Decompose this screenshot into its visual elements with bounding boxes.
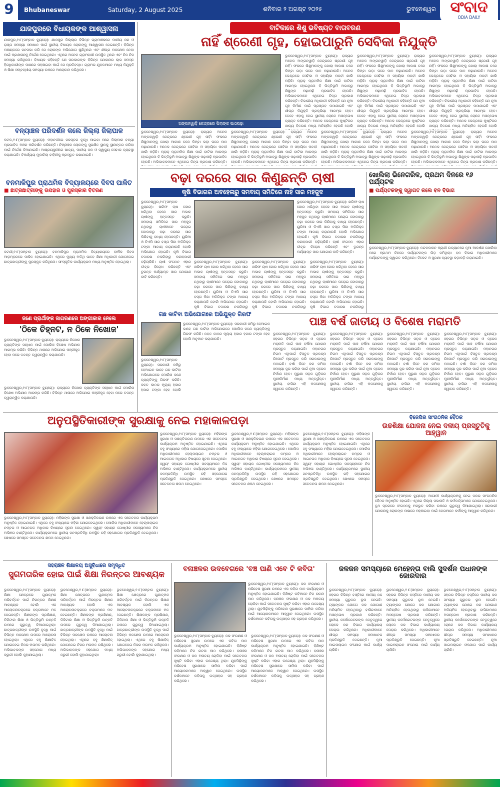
bottom-mid-body: ଭୁବନେଶ୍ୱର,୧।୮(ସମ୍ବାଦ ବ୍ୟୁରୋ): ଜଳ ସଂରକ୍ଷଣ ଓ ପରିବେଶ ସୁରକ୍ଷା ଉପରେ ଏକ କବିତା ପାଠ କାର୍ଯ୍ୟକ୍ରମ ଅନୁଷ୍ଠିତ ହୋଇଯାଇଛି। ବିଶିଷ୍ଟ କବିମାନେ ନିଜ ରଚନା ପାଠ କରିଥିଲେ। ବନାଞ୍ଚଳ ସଂରକ୍ଷଣ ଓ ଜଳ ଅପଚୟ ରୋକିବା ପାଇଁ ସଚେତନତା ସୃଷ୍ଟି କରିବା ଏହାର ଉଦ୍ଦେଶ୍ୟ ଥିଲା। ଯୁବପିଢ଼ିଙ୍କୁ ପରିବେଶ ସୁରକ୍ଷାରେ ସାମିଲ କରିବା ପାଇଁ ଆୟୋଜକମାନେ ଆହ୍ୱାନ ଦେଇଥିଲେ। ଉପସ୍ଥିତ ଦର୍ଶକମାନେ କବିତାକୁ ଉତ୍ସାହର ସହ ଗ୍ରହଣ କରିଥିଲେ। <box>248 582 324 621</box>
middle-story-body: ଭୁବନେଶ୍ୱର,୧।୮(ସମ୍ବାଦ ବ୍ୟୁରୋ): ଖରିଫ ଚାଷ ଜୋର ଧରିଥିବା ବେଳେ ସାର ଅଭାବ ଚାଷୀଙ୍କୁ ହନ୍ତସନ୍ତ କରୁଛି। ସମବାୟ ସମିତିରେ ସାର ମହଜୁଦ ନଥିବାରୁ ଚାଷୀମାନେ ଘରୋଇ ଦୋକାନରୁ ବଢ଼ା ଦରରେ ସାର କିଣିବାକୁ ବାଧ୍ୟ ହେଉଛନ୍ତି। ୟୁରିଆ ଓ ଡିଏପି ସାର ବସ୍ତା ପିଛା ଅତିରିକ୍ତ ଟଙ୍କା ଆଦାୟ କରାଯାଉଛି ବୋଲି ଅଭିଯୋଗ ହୋଇଛି। କୃଷି ବିଭାଗ ତଦାରଖ ନକରିବାରୁ <box>194 260 248 309</box>
top-story-body: ଭୁବନେଶ୍ୱର,୧।୮(ସମ୍ବାଦ ବ୍ୟୁରୋ): ରାଜ୍ୟର ଅନେକ ଅଙ୍ଗନୱାଡ଼ି କେନ୍ଦ୍ରରେ ଶ୍ରେଣୀ ଗୃହ ନାହିଁ। ଫଳରେ ଶିଶୁମାନଙ୍କୁ ଖୋଲା ଆକାଶ ତଳେ କିମ୍ବା ଭଡ଼ା ଘରେ ପାଠ ପଢ଼ାଯାଉଛି। ଅନେକ କେନ୍ଦ୍ରରେ ସେବିକା ଓ ସହାୟିକା ପଦବୀ ଖାଲି ପଡ଼ିଛି। ପ୍ରାକ୍ ପ୍ରାଥମିକ ଶିକ୍ଷା ପାଇଁ ବାଟିକା ଆରମ୍ଭ ହୋଇଥିଲେ ବି ଭିତ୍ତିଭୂମି ଅଭାବରୁ ଶିଶୁଙ୍କ ପଢ଼ାପଢ଼ି ପ୍ରଭାବିତ ହେଉଛି। ଅଭିଭାବକମାନେ ଏଥିନେଇ ଚିନ୍ତା ପ୍ରକାଶ କରିଛନ୍ତି। ବିଭାଗୀୟ ଅଧିକାରୀ କହିଛନ୍ତି ଯେ ନୂଆ ଗୃହ ନିର୍ମାଣ ପାଇଁ ପ୍ରସ୍ତାବ ପଠାଯାଇଛି ଏବଂ ଶୀଘ୍ର ନିଯୁକ୍ତି ପ୍ରକ୍ରିୟା ଆରମ୍ଭ ହେବ। ତେବେ ଏହାକୁ ନେଇ ସ୍ଥାନୀୟ ଲୋକେ ଅସନ୍ତୋଷ ବ୍ୟକ୍ତ କରିଛନ୍ତି। ଅନେକ କେନ୍ଦ୍ରରେ ପୁଷ୍ଟିକର ଖାଦ୍ୟ ବିତରଣ ମଧ୍ୟ ଅନିୟମିତ ହେଉଛି ବୋଲି <box>285 54 353 128</box>
column-divider <box>326 563 327 777</box>
date: Saturday, 2 August 2025 <box>107 6 183 14</box>
panchayat-body-cols <box>273 332 497 410</box>
bottom-mid-body-cols <box>174 634 324 776</box>
women-group-photo <box>4 432 158 514</box>
city-name: Bhubaneswar <box>24 6 70 14</box>
bottom-left-body: ଭୁବନେଶ୍ୱର,୧।୮(ସମ୍ବାଦ ବ୍ୟୁରୋ): ଶିକ୍ଷା କ୍ଷେତ୍ରରେ ଗୁଣାତ୍ମକ ପରିବର୍ତ୍ତନ ପାଇଁ ନିରନ୍ତର ଶିକ୍ଷଣ ଆବଶ୍ୟକ ବୋଲି ଏକ ଆଲୋଚନାଚକ୍ରରେ ବକ୍ତାମାନେ ମତ ଦେଇଛନ୍ତି। ଶିକ୍ଷକଙ୍କ ପ୍ରଶିକ୍ଷଣ, ଡିଜିଟାଲ ଶିକ୍ଷା ଓ ଭିତ୍ତିଭୂମି ଉନ୍ନତି ଉପରେ ଗୁରୁତ୍ୱ ଦିଆଯାଇଥିଲା। ଛାତ୍ରଛାତ୍ରୀଙ୍କ ଉପସ୍ଥିତି ବୃଦ୍ଧି ପାଇଁ ବିଭିନ୍ନ ପଦକ୍ଷେପ ଉପରେ ଆଲୋଚନା ହୋଇଥିଲା। ଏଥିରେ ବହୁ ଶିକ୍ଷାବିତ୍ ଯୋଗଦେଇ ନିଜର ମତାମତ ରଖିଥିଲେ। ଅଭିଭାବକଙ୍କ ସହଯୋଗ ମଧ୍ୟ ଜରୁରୀ ବୋଲି କୁହାଯାଇଥିଲା। <box>60 588 113 657</box>
panchayat-body: ଭୁବନେଶ୍ୱର,୧।୮(ସମ୍ବାଦ ବ୍ୟୁରୋ): ସହରର ବିଭିନ୍ନ ସଡ଼କ ଓ ଡ୍ରେନ ମରାମତି ପାଇଁ ପାଞ୍ଚ ବର୍ଷିଆ ଯୋଜନା ପ୍ରସ୍ତୁତ କରାଯାଇଛି। ମହାନଗର ନିଗମ ଏଥିପାଇଁ ବିସ୍ତୃତ ପ୍ରକଳ୍ପ ରିପୋର୍ଟ ପ୍ରସ୍ତୁତ କରି ସରକାରଙ୍କୁ ପଠାଇଛି। ବର୍ଷା ଦିନେ ଜଳ ଜମିବା ସମସ୍ୟା ଦୂର କରିବା ପାଇଁ ନୂଆ ଡ୍ରେନ ନିର୍ମାଣ ହେବ। ପୁରୁଣା ସଡ଼କ ଗୁଡ଼ିକର ପୁନଃନିର୍ମାଣ ମଧ୍ୟ ଅନ୍ତର୍ଭୁକ୍ତ। ସ୍ଥାନୀୟ ବାସିନ୍ଦା ଏହି ପଦକ୍ଷେପକୁ ସ୍ୱାଗତ କରିଛନ୍ତି। <box>273 332 326 391</box>
police-portrait-photo <box>82 338 134 384</box>
panchayat-body: ଭୁବନେଶ୍ୱର,୧।୮(ସମ୍ବାଦ ବ୍ୟୁରୋ): ସହରର ବିଭିନ୍ନ ସଡ଼କ ଓ ଡ୍ରେନ ମରାମତି ପାଇଁ ପାଞ୍ଚ ବର୍ଷିଆ ଯୋଜନା ପ୍ରସ୍ତୁତ କରାଯାଇଛି। ମହାନଗର ନିଗମ ଏଥିପାଇଁ ବିସ୍ତୃତ ପ୍ରକଳ୍ପ ରିପୋର୍ଟ ପ୍ରସ୍ତୁତ କରି ସରକାରଙ୍କୁ ପଠାଇଛି। ବର୍ଷା ଦିନେ ଜଳ ଜମିବା ସମସ୍ୟା ଦୂର କରିବା ପାଇଁ ନୂଆ ଡ୍ରେନ ନିର୍ମାଣ ହେବ। ପୁରୁଣା ସଡ଼କ ଗୁଡ଼ିକର ପୁନଃନିର୍ମାଣ ମଧ୍ୟ ଅନ୍ତର୍ଭୁକ୍ତ। ସ୍ଥାନୀୟ ବାସିନ୍ଦା ଏହି ପଦକ୍ଷେପକୁ ସ୍ୱାଗତ କରିଛନ୍ତି। <box>444 332 497 391</box>
middle-story-body: ଭୁବନେଶ୍ୱର,୧।୮(ସମ୍ବାଦ ବ୍ୟୁରୋ): ଖରିଫ ଚାଷ ଜୋର ଧରିଥିବା ବେଳେ ସାର ଅଭାବ ଚାଷୀଙ୍କୁ ହନ୍ତସନ୍ତ କରୁଛି। ସମବାୟ ସମିତିରେ ସାର ମହଜୁଦ ନଥିବାରୁ ଚାଷୀମାନେ ଘରୋଇ ଦୋକାନରୁ ବଢ଼ା ଦରରେ ସାର କିଣିବାକୁ ବାଧ୍ୟ ହେଉଛନ୍ତି। ୟୁରିଆ ଓ ଡିଏପି ସାର ବସ୍ତା ପିଛା ଅତିରିକ୍ତ ଟଙ୍କା ଆଦାୟ କରାଯାଉଛି ବୋଲି ଅଭିଯୋଗ ହୋଇଛି। କୃଷି ବିଭାଗ ତଦାରଖ ନକରିବାରୁ କଳାବଜାରୀ ବଢ଼ିଚାଲିଛି। ଚାଷୀ ସଂଗଠନ ଏହାର ତୀବ୍ର ବିରୋଧ କରିଛନ୍ତି ଏବଂ ତୁରନ୍ତ ପର୍ଯ୍ୟାପ୍ତ ସାର ଯୋଗାଣ ଦାବି କରିଛନ୍ତି। <box>297 200 364 254</box>
story3-headline[interactable]: ବନମାଳିପୁର ପ୍ରାଥମିକ ବିଦ୍ୟାଳୟରେ ଦିବସ ପାଳିତ <box>5 179 133 187</box>
top-story-body: ଭୁବନେଶ୍ୱର,୧।୮(ସମ୍ବାଦ ବ୍ୟୁରୋ): ରାଜ୍ୟର ଅନେକ ଅଙ୍ଗନୱାଡ଼ି କେନ୍ଦ୍ରରେ ଶ୍ରେଣୀ ଗୃହ ନାହିଁ। ଫଳରେ ଶିଶୁମାନଙ୍କୁ ଖୋଲା ଆକାଶ ତଳେ କିମ୍ବା ଭଡ଼ା ଘରେ ପାଠ ପଢ଼ାଯାଉଛି। ଅନେକ କେନ୍ଦ୍ରରେ ସେବିକା ଓ ସହାୟିକା ପଦବୀ ଖାଲି ପଡ଼ିଛି। ପ୍ରାକ୍ ପ୍ରାଥମିକ ଶିକ୍ଷା ପାଇଁ ବାଟିକା ଆରମ୍ଭ ହୋଇଥିଲେ ବି ଭିତ୍ତିଭୂମି ଅଭାବରୁ ଶିଶୁଙ୍କ ପଢ଼ାପଢ଼ି ପ୍ରଭାବିତ ହେଉଛି। ଅଭିଭାବକମାନେ ଏଥିନେଇ ଚିନ୍ତା ପ୍ରକାଶ କରିଛନ୍ତି। ବିଭାଗୀୟ ଅଧିକାରୀ କହିଛନ୍ତି ଯେ ନୂଆ ଗୃହ ନିର୍ମାଣ ପାଇଁ ପ୍ରସ୍ତାବ ପଠାଯାଇଛି ଏବଂ ଶୀଘ୍ର ନିଯୁକ୍ତି ପ୍ରକ୍ରିୟା ଆରମ୍ଭ ହେବ। ତେବେ ଏହାକୁ ନେଇ ସ୍ଥାନୀୟ ଲୋକେ ଅସନ୍ତୋଷ ବ୍ୟକ୍ତ କରିଛନ୍ତି। ଅନେକ କେନ୍ଦ୍ରରେ ପୁଷ୍ଟିକର ଖାଦ୍ୟ ବିତରଣ ମଧ୍ୟ ଅନିୟମିତ ହେଉଛି ବୋଲି <box>357 54 425 128</box>
story2-body: କଟକ,୧।୮(ସମ୍ବାଦ ବ୍ୟୁରୋ): ମହାନଦୀରେ ଜଳସ୍ତର ବୃଦ୍ଧି ପାଇବା ପରେ ଜିଲାପାଳ ବନ୍ୟା ପ୍ରଭାବିତ ଅଞ୍ଚଳ ପରିଦର୍ଶନ କରିଛନ୍ତି। ନିମ୍ନାଞ୍ଚଳ ଲୋକଙ୍କୁ ସୁରକ୍ଷିତ ସ୍ଥାନକୁ ସ୍ଥାନାନ୍ତର କରିବା ପାଇଁ ନିର୍ଦ୍ଦେଶ ଦିଆଯାଇଛି। ଆଶ୍ରୟସ୍ଥଳୀରେ ଖାଦ୍ୟ, ପାନୀୟ ଜଳ ଓ ସ୍ୱାସ୍ଥ୍ୟ ସେବାର ବ୍ୟବସ୍ଥା କରାଯାଇଛି। ବିପର୍ଯ୍ୟୟ ମୁକାବିଲା ବାହିନୀକୁ ପ୍ରସ୍ତୁତ ରଖାଯାଇଛି। <box>4 138 134 157</box>
masthead-sub: ODIA DAILY <box>457 15 481 20</box>
story2-headline[interactable]: ବନ୍ୟାଞ୍ଚଳ ପରିଦର୍ଶନ କଲେ ଜିଲ୍ଲା ଜିଲାପାଳ <box>15 127 123 135</box>
women-story-body: ଭୁବନେଶ୍ୱର,୧।୮(ସମ୍ବାଦ ବ୍ୟୁରୋ): ମହିଳାଙ୍କ ସୁରକ୍ଷା ଓ ସଶକ୍ତିକରଣ ଉପରେ ଏକ ସଚେତନତା କାର୍ଯ୍ୟକ୍ରମ ଅନୁଷ୍ଠିତ ହୋଇଯାଇଛି। ଏଥିରେ ବହୁ ସଂଖ୍ୟାରେ ମହିଳା ଯୋଗଦେଇଥିଲେ। ପୋଲିସ ଅଧିକାରୀମାନେ ହେଲ୍ପଲାଇନ ନମ୍ବର ଓ ଆଇନଗତ ଅଧିକାର ବିଷୟରେ ସୂଚନା ଦେଇଥିଲେ। ସ୍ୱୟଂ ସହାୟକ ଗୋଷ୍ଠୀର ସଦସ୍ୟମାନେ ନିଜ ଅଭିଜ୍ଞତା ବାଣ୍ଟିଥିଲେ। କାର୍ଯ୍ୟକ୍ରମରେ ସ୍ଥାନୀୟ ଜନପ୍ରତିନିଧି ଉପସ୍ଥିତ ରହି ସହଯୋଗର ପ୍ରତିଶ୍ରୁତି ଦେଇଥିଲେ। ଶେଷରେ ସମସ୍ତେ ସଚେତନତା ଶପଥ ନେଇଥିଲେ। <box>4 516 158 540</box>
top-story-body: ଭୁବନେଶ୍ୱର,୧।୮(ସମ୍ବାଦ ବ୍ୟୁରୋ): ରାଜ୍ୟର ଅନେକ ଅଙ୍ଗନୱାଡ଼ି କେନ୍ଦ୍ରରେ ଶ୍ରେଣୀ ଗୃହ ନାହିଁ। ଫଳରେ ଶିଶୁମାନଙ୍କୁ ଖୋଲା ଆକାଶ ତଳେ କିମ୍ବା ଭଡ଼ା ଘରେ ପାଠ ପଢ଼ାଯାଉଛି। ଅନେକ କେନ୍ଦ୍ରରେ ସେବିକା ଓ ସହାୟିକା ପଦବୀ ଖାଲି ପଡ଼ିଛି। ପ୍ରାକ୍ ପ୍ରାଥମିକ ଶିକ୍ଷା ପାଇଁ ବାଟିକା ଆରମ୍ଭ ହୋଇଥିଲେ ବି ଭିତ୍ତିଭୂମି ଅଭାବରୁ ଶିଶୁଙ୍କ ପଢ଼ାପଢ଼ି ପ୍ରଭାବିତ ହେଉଛି। ଅଭିଭାବକମାନେ ଏଥିନେଇ ଚିନ୍ତା ପ୍ରକାଶ କରିଛନ୍ତି। <box>141 130 227 164</box>
bottom-right-body: ଭୁବନେଶ୍ୱର,୧।୮(ସମ୍ବାଦ ବ୍ୟୁରୋ): ସହରର ବିଭିନ୍ନ ବସ୍ତିରେ ପାନୀୟ ଜଳ ସମସ୍ୟା ଗୁରୁତର ରୂପ ନେଇଛି। ଟ୍ୟାଙ୍କର ଯୋଗେ ଜଳ ଯୋଗାଣ ଅନିୟମିତ ହେଉଥିବାରୁ ବାସିନ୍ଦାମାନେ ଅସନ୍ତୋଷ ପ୍ରକାଶ କରିଛନ୍ତି। ସ୍ଥାନୀୟ କର୍ପୋରେଟରଙ୍କ ନେତୃତ୍ୱରେ ଲୋକେ ଜଳ ବିଭାଗ କାର୍ଯ୍ୟାଳୟ ଘେରାଉ କରିଥିଲେ। ଅଧିକାରୀମାନେ ଶୀଘ୍ର ସମସ୍ୟା ସମାଧାନର ପ୍ରତିଶ୍ରୁତି ଦେଇଛନ୍ତି। ନୂଆ ପାଇପଲାଇନ ସଂଯୋଗ ପାଇଁ କାର୍ଯ୍ୟ ଚାଲିଛି। <box>386 588 440 652</box>
page-number: 9 <box>0 0 18 20</box>
women-story-body: ଭୁବନେଶ୍ୱର,୧।୮(ସମ୍ବାଦ ବ୍ୟୁରୋ): ମହିଳାଙ୍କ ସୁରକ୍ଷା ଓ ସଶକ୍ତିକରଣ ଉପରେ ଏକ ସଚେତନତା କାର୍ଯ୍ୟକ୍ରମ ଅନୁଷ୍ଠିତ ହୋଇଯାଇଛି। ଏଥିରେ ବହୁ ସଂଖ୍ୟାରେ ମହିଳା ଯୋଗଦେଇଥିଲେ। ପୋଲିସ ଅଧିକାରୀମାନେ ହେଲ୍ପଲାଇନ ନମ୍ବର ଓ ଆଇନଗତ ଅଧିକାର ବିଷୟରେ ସୂଚନା ଦେଇଥିଲେ। ସ୍ୱୟଂ ସହାୟକ ଗୋଷ୍ଠୀର ସଦସ୍ୟମାନେ ନିଜ ଅଭିଜ୍ଞତା ବାଣ୍ଟିଥିଲେ। କାର୍ଯ୍ୟକ୍ରମରେ ସ୍ଥାନୀୟ ଜନପ୍ରତିନିଧି ଉପସ୍ଥିତ ରହି ସହଯୋଗର ପ୍ରତିଶ୍ରୁତି ଦେଇଥିଲେ। ଶେଷରେ ସମସ୍ତେ ସଚେତନତା ଶପଥ ନେଇଥିଲେ। <box>160 432 228 486</box>
story1-body: ଯାଜପୁର,୧।୮(ସମ୍ବାଦ ବ୍ୟୁରୋ): ଯାଜପୁର ଜିଲ୍ଲାର ବିଭିନ୍ନ ଗ୍ରାମାଞ୍ଚଳରେ ପାନୀୟ ଜଳ ଓ ରାସ୍ତା ସମସ୍ୟା ସମାଧାନ ପାଇଁ ସ୍ଥାନୀୟ ବିଧାୟକ ଲୋକଙ୍କୁ ଆଶ୍ୱାସନା ଦେଇଛନ୍ତି। ବିଭିନ୍ନ ପଞ୍ଚାୟତରେ ଜନସଭା କରି ସେ ଲୋକଙ୍କ ଅଭିଯୋଗ ଶୁଣିଥିଲେ ଏବଂ ଶୀଘ୍ର ପଦକ୍ଷେପ ନେବା ପାଇଁ ପ୍ରଶାସନକୁ ନିର୍ଦ୍ଦେଶ ଦେଇଥିଲେ। ଏଥିରେ ଅନେକ ଗ୍ରାମବାସୀ ଉପସ୍ଥିତ ଥିଲେ ଏବଂ ନିଜ ନିଜ ସମସ୍ୟା ରଖିଥିଲେ। ବିଧାୟକ କହିଛନ୍ତି ଯେ ସରକାରଙ୍କ ବିଭିନ୍ନ ଯୋଜନାର ଲାଭ ସମସ୍ତ ହିତାଧିକାରୀଙ୍କ ପାଖରେ ପହଞ୍ଚାଇବା ପାଇଁ ସେ ପ୍ରତିବଦ୍ଧ। ଗ୍ରାମର ଯୁବକମାନେ ମଧ୍ୟ ନିଯୁକ୍ତି ଓ ଶିକ୍ଷା ସମ୍ବନ୍ଧୀୟ ସମସ୍ୟା ଉପରେ ଆଲୋଚନା କରିଥିଲେ। <box>4 38 134 72</box>
top-story-body-lower <box>141 130 497 166</box>
women-story-body: ଭୁବନେଶ୍ୱର,୧।୮(ସମ୍ବାଦ ବ୍ୟୁରୋ): ମହିଳାଙ୍କ ସୁରକ୍ଷା ଓ ସଶକ୍ତିକରଣ ଉପରେ ଏକ ସଚେତନତା କାର୍ଯ୍ୟକ୍ରମ ଅନୁଷ୍ଠିତ ହୋଇଯାଇଛି। ଏଥିରେ ବହୁ ସଂଖ୍ୟାରେ ମହିଳା ଯୋଗଦେଇଥିଲେ। ପୋଲିସ ଅଧିକାରୀମାନେ ହେଲ୍ପଲାଇନ ନମ୍ବର ଓ ଆଇନଗତ ଅଧିକାର ବିଷୟରେ ସୂଚନା ଦେଇଥିଲେ। ସ୍ୱୟଂ ସହାୟକ ଗୋଷ୍ଠୀର ସଦସ୍ୟମାନେ ନିଜ ଅଭିଜ୍ଞତା ବାଣ୍ଟିଥିଲେ। କାର୍ଯ୍ୟକ୍ରମରେ ସ୍ଥାନୀୟ ଜନପ୍ରତିନିଧି ଉପସ୍ଥିତ ରହି ସହଯୋଗର ପ୍ରତିଶ୍ରୁତି ଦେଇଥିଲେ। ଶେଷରେ ସମସ୍ତେ ସଚେତନତା ଶପଥ ନେଇଥିଲେ। <box>302 432 370 486</box>
top-story-photo-caption: ଅଙ୍ଗନୱାଡ଼ି କେନ୍ଦ୍ରରେ ପିଲାଙ୍କ ପାଠପଢ଼ା <box>141 120 281 128</box>
top-story-kicker: ବାଟିକାରେ ଶିଶୁ ଭବିଷ୍ୟତ ବାତାବରଣ <box>230 22 400 34</box>
women-story-headline[interactable]: ଅନୁପସ୍ଥିତିକାରୀଙ୍କ ସୁରକ୍ଷାକୁ ନେଇ ମହାକାଳପଡ଼ା <box>47 414 249 427</box>
divider <box>272 313 498 314</box>
right-mid-headline[interactable]: ଉଚ୍ଚଶିକ୍ଷା ଯୋଜନା ନେଇ ଦଳୀୟ ପ୍ରସ୍ତୁତିକୁ ଆହ୍ୱାନ <box>382 422 490 437</box>
bottom-right-body: ଭୁବନେଶ୍ୱର,୧।୮(ସମ୍ବାଦ ବ୍ୟୁରୋ): ସହରର ବିଭିନ୍ନ ବସ୍ତିରେ ପାନୀୟ ଜଳ ସମସ୍ୟା ଗୁରୁତର ରୂପ ନେଇଛି। ଟ୍ୟାଙ୍କର ଯୋଗେ ଜଳ ଯୋଗାଣ ଅନିୟମିତ ହେଉଥିବାରୁ ବାସିନ୍ଦାମାନେ ଅସନ୍ତୋଷ ପ୍ରକାଶ କରିଛନ୍ତି। ସ୍ଥାନୀୟ କର୍ପୋରେଟରଙ୍କ ନେତୃତ୍ୱରେ ଲୋକେ ଜଳ ବିଭାଗ କାର୍ଯ୍ୟାଳୟ ଘେରାଉ କରିଥିଲେ। ଅଧିକାରୀମାନେ ଶୀଘ୍ର ସମସ୍ୟା ସମାଧାନର ପ୍ରତିଶ୍ରୁତି ଦେଇଛନ୍ତି। ନୂଆ ପାଇପଲାଇନ ସଂଯୋଗ ପାଇଁ କାର୍ଯ୍ୟ ଚାଲିଛି। <box>329 588 383 652</box>
bottom-left-headline[interactable]: ସୁଗମତାରିକ ହୋଇ ପାଇଁ ଶିକ୍ଷା ନିରନ୍ତର ଆବଶ୍ୟକ <box>8 570 165 579</box>
bottom-mid-body: ଭୁବନେଶ୍ୱର,୧।୮(ସମ୍ବାଦ ବ୍ୟୁରୋ): ଜଳ ସଂରକ୍ଷଣ ଓ ପରିବେଶ ସୁରକ୍ଷା ଉପରେ ଏକ କବିତା ପାଠ କାର୍ଯ୍ୟକ୍ରମ ଅନୁଷ୍ଠିତ ହୋଇଯାଇଛି। ବିଶିଷ୍ଟ କବିମାନେ ନିଜ ରଚନା ପାଠ କରିଥିଲେ। ବନାଞ୍ଚଳ ସଂରକ୍ଷଣ ଓ ଜଳ ଅପଚୟ ରୋକିବା ପାଇଁ ସଚେତନତା ସୃଷ୍ଟି କରିବା ଏହାର ଉଦ୍ଦେଶ୍ୟ ଥିଲା। ଯୁବପିଢ଼ିଙ୍କୁ ପରିବେଶ ସୁରକ୍ଷାରେ ସାମିଲ କରିବା ପାଇଁ ଆୟୋଜକମାନେ ଆହ୍ୱାନ ଦେଇଥିଲେ। ଉପସ୍ଥିତ ଦର୍ଶକମାନେ କବିତାକୁ ଉତ୍ସାହର ସହ ଗ୍ରହଣ କରିଥିଲେ। <box>174 634 247 683</box>
middle-story-body: ଭୁବନେଶ୍ୱର,୧।୮(ସମ୍ବାଦ ବ୍ୟୁରୋ): ଖରିଫ ଚାଷ ଜୋର ଧରିଥିବା ବେଳେ ସାର ଅଭାବ ଚାଷୀଙ୍କୁ ହନ୍ତସନ୍ତ କରୁଛି। ସମବାୟ ସମିତିରେ ସାର ମହଜୁଦ ନଥିବାରୁ ଚାଷୀମାନେ ଘରୋଇ ଦୋକାନରୁ ବଢ଼ା ଦରରେ ସାର କିଣିବାକୁ ବାଧ୍ୟ ହେଉଛନ୍ତି। ୟୁରିଆ ଓ ଡିଏପି ସାର ବସ୍ତା ପିଛା ଅତିରିକ୍ତ ଟଙ୍କା ଆଦାୟ କରାଯାଉଛି ବୋଲି ଅଭିଯୋଗ ହୋଇଛି। କୃଷି ବିଭାଗ ତଦାରଖ ନକରିବାରୁ କଳାବଜାରୀ ବଢ଼ିଚାଲିଛି। ଚାଷୀ ସଂଗଠନ ଏହାର ତୀବ୍ର ବିରୋଧ କରିଛନ୍ତି ଏବଂ ତୁରନ୍ତ ପର୍ଯ୍ୟାପ୍ତ ସାର ଯୋଗାଣ ଦାବି କରିଛନ୍ତି। <box>141 200 191 279</box>
story1-headline[interactable]: ଯାଜପୁରରେ ବିଧାୟକଙ୍କ ଆଶ୍ୱାସନା <box>3 22 135 36</box>
column-divider <box>171 563 172 777</box>
top-story-headline[interactable]: ନାହିଁ ଶ୍ରେଣୀ ଗୃହ, ହୋଇପାରୁନି ସେବିକା ନିଯୁକ୍ତି <box>201 35 437 50</box>
middle-sub-body: ଭୁବନେଶ୍ୱର,୧।୮(ସମ୍ବାଦ ବ୍ୟୁରୋ): ସରକାରୀ ଜମିରୁ ବେଆଇନ ଭାବେ ଗଛ କାଟିବା ଅଭିଯୋଗରେ ପୋଲିସ ଜଣେ ବ୍ୟକ୍ତିଙ୍କୁ ଗିରଫ କରିଛି। ଜବତ କାଠର ମୂଲ୍ୟ ହଜାର ହଜାର ଟଙ୍କା ହେବ ବୋଲି <box>141 358 181 392</box>
poetry-event-photo <box>174 582 246 632</box>
column-divider <box>372 432 373 556</box>
color-registration-strip <box>0 779 500 787</box>
top-story-body-columns <box>285 54 497 130</box>
bottom-left-body: ଭୁବନେଶ୍ୱର,୧।୮(ସମ୍ବାଦ ବ୍ୟୁରୋ): ଶିକ୍ଷା କ୍ଷେତ୍ରରେ ଗୁଣାତ୍ମକ ପରିବର୍ତ୍ତନ ପାଇଁ ନିରନ୍ତର ଶିକ୍ଷଣ ଆବଶ୍ୟକ ବୋଲି ଏକ ଆଲୋଚନାଚକ୍ରରେ ବକ୍ତାମାନେ ମତ ଦେଇଛନ୍ତି। ଶିକ୍ଷକଙ୍କ ପ୍ରଶିକ୍ଷଣ, ଡିଜିଟାଲ ଶିକ୍ଷା ଓ ଭିତ୍ତିଭୂମି ଉନ୍ନତି ଉପରେ ଗୁରୁତ୍ୱ ଦିଆଯାଇଥିଲା। ଛାତ୍ରଛାତ୍ରୀଙ୍କ ଉପସ୍ଥିତି ବୃଦ୍ଧି ପାଇଁ ବିଭିନ୍ନ ପଦକ୍ଷେପ ଉପରେ ଆଲୋଚନା ହୋଇଥିଲା। ଏଥିରେ ବହୁ ଶିକ୍ଷାବିତ୍ ଯୋଗଦେଇ ନିଜର ମତାମତ ରଖିଥିଲେ। ଅଭିଭାବକଙ୍କ ସହଯୋଗ ମଧ୍ୟ ଜରୁରୀ ବୋଲି କୁହାଯାଇଥିଲା। <box>4 588 57 657</box>
story4-headline[interactable]: 'ଠିକେ ଚିହ୍ନଟ, ନ ଠିକେ ନିଖୋଜ' <box>19 325 119 334</box>
divider <box>140 168 498 169</box>
masthead-logo[interactable] <box>440 0 498 22</box>
bottom-mid-body: ଭୁବନେଶ୍ୱର,୧।୮(ସମ୍ବାଦ ବ୍ୟୁରୋ): ଜଳ ସଂରକ୍ଷଣ ଓ ପରିବେଶ ସୁରକ୍ଷା ଉପରେ ଏକ କବିତା ପାଠ କାର୍ଯ୍ୟକ୍ରମ ଅନୁଷ୍ଠିତ ହୋଇଯାଇଛି। ବିଶିଷ୍ଟ କବିମାନେ ନିଜ ରଚନା ପାଠ କରିଥିଲେ। ବନାଞ୍ଚଳ ସଂରକ୍ଷଣ ଓ ଜଳ ଅପଚୟ ରୋକିବା ପାଇଁ ସଚେତନତା ସୃଷ୍ଟି କରିବା ଏହାର ଉଦ୍ଦେଶ୍ୟ ଥିଲା। ଯୁବପିଢ଼ିଙ୍କୁ ପରିବେଶ ସୁରକ୍ଷାରେ ସାମିଲ କରିବା ପାଇଁ ଆୟୋଜକମାନେ ଆହ୍ୱାନ ଦେଇଥିଲେ। ଉପସ୍ଥିତ ଦର୍ଶକମାନେ କବିତାକୁ ଉତ୍ସାହର ସହ ଗ୍ରହଣ କରିଥିଲେ। <box>251 634 324 683</box>
panchayat-headline[interactable]: ପାଞ୍ଚ ବର୍ଷ ଜାତୀୟ ଓ ବିଶେଷ ମରାମତି <box>309 315 461 328</box>
column-divider <box>137 22 138 412</box>
story3-body: ଜଟଣୀ,୧।୮(ସମ୍ବାଦ ବ୍ୟୁରୋ): ବନମାଳିପୁର ପ୍ରାଥମିକ ବିଦ୍ୟାଳୟରେ ବାର୍ଷିକ ଦିବସ ଆଡ଼ମ୍ବରରେ ପାଳିତ ହୋଇଯାଇଛି। ଏଥିରେ ମୁଖ୍ୟ ଅତିଥି ଭାବେ ଶିକ୍ଷା ଅଧିକାରୀ ଯୋଗଦେଇ ଛାତ୍ରଛାତ୍ରୀଙ୍କୁ ପୁରସ୍କୃତ କରିଥିଲେ। ସାଂସ୍କୃତିକ କାର୍ଯ୍ୟକ୍ରମ ମଧ୍ୟ ଅନୁଷ୍ଠିତ ହୋଇଥିଲା। <box>4 250 134 264</box>
bottom-right-body: ଭୁବନେଶ୍ୱର,୧।୮(ସମ୍ବାଦ ବ୍ୟୁରୋ): ସହରର ବିଭିନ୍ନ ବସ୍ତିରେ ପାନୀୟ ଜଳ ସମସ୍ୟା ଗୁରୁତର ରୂପ ନେଇଛି। ଟ୍ୟାଙ୍କର ଯୋଗେ ଜଳ ଯୋଗାଣ ଅନିୟମିତ ହେଉଥିବାରୁ ବାସିନ୍ଦାମାନେ ଅସନ୍ତୋଷ ପ୍ରକାଶ କରିଛନ୍ତି। ସ୍ଥାନୀୟ କର୍ପୋରେଟରଙ୍କ ନେତୃତ୍ୱରେ ଲୋକେ ଜଳ ବିଭାଗ କାର୍ଯ୍ୟାଳୟ ଘେରାଉ କରିଥିଲେ। ଅଧିକାରୀମାନେ ଶୀଘ୍ର ସମସ୍ୟା ସମାଧାନର ପ୍ରତିଶ୍ରୁତି ଦେଇଛନ୍ତି। ନୂଆ ପାଇପଲାଇନ ସଂଯୋଗ ପାଇଁ କାର୍ଯ୍ୟ ଚାଲିଛି। <box>443 588 497 652</box>
divider <box>3 412 498 413</box>
story4-body: ଭୁବନେଶ୍ୱର,୧।୮(ସମ୍ବାଦ ବ୍ୟୁରୋ): ରାଜ୍ୟରେ ନିଖୋଜ ବ୍ୟକ୍ତିଙ୍କ ସନ୍ଧାନ ପାଇଁ ପୋଲିସ ବିଶେଷ ଅଭିଯାନ ଆରମ୍ଭ କରିଛି। ବିଭିନ୍ନ ଥାନାରେ ଅଭିଯୋଗ ପଞ୍ଜୀକୃତ ହେବା ପରେ ତଦନ୍ତ ତ୍ୱରାନ୍ୱିତ କରାଯାଉଛି। <box>4 338 80 357</box>
school-event-photo <box>4 196 134 248</box>
middle-story-body: ଭୁବନେଶ୍ୱର,୧।୮(ସମ୍ବାଦ ବ୍ୟୁରୋ): ଖରିଫ ଚାଷ ଜୋର ଧରିଥିବା ବେଳେ ସାର ଅଭାବ ଚାଷୀଙ୍କୁ ହନ୍ତସନ୍ତ କରୁଛି। ସମବାୟ ସମିତିରେ ସାର ମହଜୁଦ ନଥିବାରୁ ଚାଷୀମାନେ ଘରୋଇ ଦୋକାନରୁ ବଢ଼ା ଦରରେ ସାର କିଣିବାକୁ ବାଧ୍ୟ ହେଉଛନ୍ତି। ୟୁରିଆ ଓ ଡିଏପି ସାର ବସ୍ତା ପିଛା ଅତିରିକ୍ତ ଟଙ୍କା ଆଦାୟ କରାଯାଉଛି ବୋଲି ଅଭିଯୋଗ ହୋଇଛି। କୃଷି ବିଭାଗ ତଦାରଖ ନକରିବାରୁ <box>310 260 364 309</box>
masthead-name: ସଂବାଦ <box>450 0 488 16</box>
fertilizer-sacks-photo <box>194 200 294 258</box>
divider <box>3 560 498 561</box>
panchayat-body: ଭୁବନେଶ୍ୱର,୧।୮(ସମ୍ବାଦ ବ୍ୟୁରୋ): ସହରର ବିଭିନ୍ନ ସଡ଼କ ଓ ଡ୍ରେନ ମରାମତି ପାଇଁ ପାଞ୍ଚ ବର୍ଷିଆ ଯୋଜନା ପ୍ରସ୍ତୁତ କରାଯାଇଛି। ମହାନଗର ନିଗମ ଏଥିପାଇଁ ବିସ୍ତୃତ ପ୍ରକଳ୍ପ ରିପୋର୍ଟ ପ୍ରସ୍ତୁତ କରି ସରକାରଙ୍କୁ ପଠାଇଛି। ବର୍ଷା ଦିନେ ଜଳ ଜମିବା ସମସ୍ୟା ଦୂର କରିବା ପାଇଁ ନୂଆ ଡ୍ରେନ ନିର୍ମାଣ ହେବ। ପୁରୁଣା ସଡ଼କ ଗୁଡ଼ିକର ପୁନଃନିର୍ମାଣ ମଧ୍ୟ ଅନ୍ତର୍ଭୁକ୍ତ। ସ୍ଥାନୀୟ ବାସିନ୍ଦା ଏହି ପଦକ୍ଷେପକୁ ସ୍ୱାଗତ କରିଛନ୍ତି। <box>387 332 440 391</box>
story4-body-continued: ଭୁବନେଶ୍ୱର,୧।୮(ସମ୍ବାଦ ବ୍ୟୁରୋ): ରାଜ୍ୟରେ ନିଖୋଜ ବ୍ୟକ୍ତିଙ୍କ ସନ୍ଧାନ ପାଇଁ ପୋଲିସ ବିଶେଷ ଅଭିଯାନ ଆରମ୍ଭ କରିଛି। ବିଭିନ୍ନ ଥାନାରେ ଅଭିଯୋଗ ପଞ୍ଜୀକୃତ ହେବା ପରେ ତଦନ୍ତ ତ୍ୱରାନ୍ୱିତ କରାଯାଉଛି। <box>4 386 134 400</box>
women-story-body: ଭୁବନେଶ୍ୱର,୧।୮(ସମ୍ବାଦ ବ୍ୟୁରୋ): ମହିଳାଙ୍କ ସୁରକ୍ଷା ଓ ସଶକ୍ତିକରଣ ଉପରେ ଏକ ସଚେତନତା କାର୍ଯ୍ୟକ୍ରମ ଅନୁଷ୍ଠିତ ହୋଇଯାଇଛି। ଏଥିରେ ବହୁ ସଂଖ୍ୟାରେ ମହିଳା ଯୋଗଦେଇଥିଲେ। ପୋଲିସ ଅଧିକାରୀମାନେ ହେଲ୍ପଲାଇନ ନମ୍ବର ଓ ଆଇନଗତ ଅଧିକାର ବିଷୟରେ ସୂଚନା ଦେଇଥିଲେ। ସ୍ୱୟଂ ସହାୟକ ଗୋଷ୍ଠୀର ସଦସ୍ୟମାନେ ନିଜ ଅଭିଜ୍ଞତା ବାଣ୍ଟିଥିଲେ। କାର୍ଯ୍ୟକ୍ରମରେ ସ୍ଥାନୀୟ ଜନପ୍ରତିନିଧି ଉପସ୍ଥିତ ରହି ସହଯୋଗର ପ୍ରତିଶ୍ରୁତି ଦେଇଥିଲେ। ଶେଷରେ ସମସ୍ତେ ସଚେତନତା ଶପଥ ନେଇଥିଲେ। <box>231 432 299 486</box>
top-story-body: ଭୁବନେଶ୍ୱର,୧।୮(ସମ୍ବାଦ ବ୍ୟୁରୋ): ରାଜ୍ୟର ଅନେକ ଅଙ୍ଗନୱାଡ଼ି କେନ୍ଦ୍ରରେ ଶ୍ରେଣୀ ଗୃହ ନାହିଁ। ଫଳରେ ଶିଶୁମାନଙ୍କୁ ଖୋଲା ଆକାଶ ତଳେ କିମ୍ବା ଭଡ଼ା ଘରେ ପାଠ ପଢ଼ାଯାଉଛି। ଅନେକ କେନ୍ଦ୍ରରେ ସେବିକା ଓ ସହାୟିକା ପଦବୀ ଖାଲି ପଡ଼ିଛି। ପ୍ରାକ୍ ପ୍ରାଥମିକ ଶିକ୍ଷା ପାଇଁ ବାଟିକା ଆରମ୍ଭ ହୋଇଥିଲେ ବି ଭିତ୍ତିଭୂମି ଅଭାବରୁ ଶିଶୁଙ୍କ ପଢ଼ାପଢ଼ି ପ୍ରଭାବିତ ହେଉଛି। ଅଭିଭାବକମାନେ ଏଥିନେଇ ଚିନ୍ତା ପ୍ରକାଶ କରିଛନ୍ତି। <box>411 130 497 164</box>
middle-story-headline[interactable]: ବଢ଼ା ଦରରେ ସାର କିଣୁଛନ୍ତି ଚାଷୀ <box>170 171 335 186</box>
bottom-left-body: ଭୁବନେଶ୍ୱର,୧।୮(ସମ୍ବାଦ ବ୍ୟୁରୋ): ଶିକ୍ଷା କ୍ଷେତ୍ରରେ ଗୁଣାତ୍ମକ ପରିବର୍ତ୍ତନ ପାଇଁ ନିରନ୍ତର ଶିକ୍ଷଣ ଆବଶ୍ୟକ ବୋଲି ଏକ ଆଲୋଚନାଚକ୍ରରେ ବକ୍ତାମାନେ ମତ ଦେଇଛନ୍ତି। ଶିକ୍ଷକଙ୍କ ପ୍ରଶିକ୍ଷଣ, ଡିଜିଟାଲ ଶିକ୍ଷା ଓ ଭିତ୍ତିଭୂମି ଉନ୍ନତି ଉପରେ ଗୁରୁତ୍ୱ ଦିଆଯାଇଥିଲା। ଛାତ୍ରଛାତ୍ରୀଙ୍କ ଉପସ୍ଥିତି ବୃଦ୍ଧି ପାଇଁ ବିଭିନ୍ନ ପଦକ୍ଷେପ ଉପରେ ଆଲୋଚନା ହୋଇଥିଲା। ଏଥିରେ ବହୁ ଶିକ୍ଷାବିତ୍ ଯୋଗଦେଇ ନିଜର ମତାମତ ରଖିଥିଲେ। ଅଭିଭାବକଙ୍କ ସହଯୋଗ ମଧ୍ୟ ଜରୁରୀ ବୋଲି କୁହାଯାଇଥିଲା। <box>116 588 169 657</box>
right-top-body: ଭୁବନେଶ୍ୱର,୧।୮(ସମ୍ବାଦ ବ୍ୟୁରୋ): ନନ୍ଦନକାନନ ପ୍ରାଣୀ ଉଦ୍ୟାନରେ ନୂଆ ଆକର୍ଷଣ ଖୋଲିବା ପରେ ପ୍ରଥମ ଦିନରେ ପର୍ଯ୍ୟଟକଙ୍କ ଭିଡ଼ ଜମିଥିଲା। ବନ ବିଭାଗ ଅଧିକାରୀମାନେ ପର୍ଯ୍ୟଟକଙ୍କୁ ସ୍ୱାଗତ କରିଥିଲେ। ଟିକେଟ ଓ ସୁରକ୍ଷା ବ୍ୟବସ୍ଥା କଡ଼ାକଡ଼ି କରାଯାଇଛି। <box>369 246 497 260</box>
tourists-photo <box>369 196 497 244</box>
edition-label: ଭୁବନେଶ୍ୱର <box>406 6 436 13</box>
middle-story-body-cols <box>194 260 364 310</box>
edition-date-odia: ଶନିବାର ୨ ଅଗଷ୍ଟ ୨୦୨୫ <box>262 6 323 13</box>
right-mid-kicker: ବିଜେପିର ସାଂଗଠନିକ ବୈଠକ <box>409 415 463 421</box>
middle-sub-body: ଭୁବନେଶ୍ୱର,୧।୮(ସମ୍ବାଦ ବ୍ୟୁରୋ): ସରକାରୀ ଜମିରୁ ବେଆଇନ ଭାବେ ଗଛ କାଟିବା ଅଭିଯୋଗରେ ପୋଲିସ ଜଣେ ବ୍ୟକ୍ତିଙ୍କୁ ଗିରଫ କରିଛି। ଜବତ କାଠର ମୂଲ୍ୟ ହଜାର ହଜାର ଟଙ୍କା ହେବ ବୋଲି ଅନୁମାନ କରାଯାଉଛି। <box>183 322 270 341</box>
bottom-right-headline[interactable]: ଜଳଜନ ସମସ୍ୟାରେ ମେହେନ୍ତା ବାଲି ସୁଦର୍ଶନ ପଧାନଙ୍କ ଜୋରଦାର <box>338 565 488 581</box>
bottom-left-body-cols <box>4 588 169 776</box>
top-story-body: ଭୁବନେଶ୍ୱର,୧।୮(ସମ୍ବାଦ ବ୍ୟୁରୋ): ରାଜ୍ୟର ଅନେକ ଅଙ୍ଗନୱାଡ଼ି କେନ୍ଦ୍ରରେ ଶ୍ରେଣୀ ଗୃହ ନାହିଁ। ଫଳରେ ଶିଶୁମାନଙ୍କୁ ଖୋଲା ଆକାଶ ତଳେ କିମ୍ବା ଭଡ଼ା ଘରେ ପାଠ ପଢ଼ାଯାଉଛି। ଅନେକ କେନ୍ଦ୍ରରେ ସେବିକା ଓ ସହାୟିକା ପଦବୀ ଖାଲି ପଡ଼ିଛି। ପ୍ରାକ୍ ପ୍ରାଥମିକ ଶିକ୍ଷା ପାଇଁ ବାଟିକା ଆରମ୍ଭ ହୋଇଥିଲେ ବି ଭିତ୍ତିଭୂମି ଅଭାବରୁ ଶିଶୁଙ୍କ ପଢ଼ାପଢ଼ି ପ୍ରଭାବିତ ହେଉଛି। ଅଭିଭାବକମାନେ ଏଥିନେଇ ଚିନ୍ତା ପ୍ରକାଶ କରିଛନ୍ତି। ବିଭାଗୀୟ ଅଧିକାରୀ କହିଛନ୍ତି ଯେ ନୂଆ ଗୃହ ନିର୍ମାଣ ପାଇଁ ପ୍ରସ୍ତାବ ପଠାଯାଇଛି ଏବଂ ଶୀଘ୍ର ନିଯୁକ୍ତି ପ୍ରକ୍ରିୟା ଆରମ୍ଭ ହେବ। ତେବେ ଏହାକୁ ନେଇ ସ୍ଥାନୀୟ ଲୋକେ ଅସନ୍ତୋଷ ବ୍ୟକ୍ତ କରିଛନ୍ତି। ଅନେକ କେନ୍ଦ୍ରରେ ପୁଷ୍ଟିକର ଖାଦ୍ୟ ବିତରଣ ମଧ୍ୟ ଅନିୟମିତ ହେଉଛି ବୋଲି <box>429 54 497 128</box>
middle-sub-headline[interactable]: ଗଛ କାଟିବା ଅଭିଯୋଗରେ ଅଭିଯୁକ୍ତ ଗିରଫ <box>158 312 252 318</box>
right-top-headline[interactable]: ଖୋଲିଲା ଭିନେଗରିକ, ପ୍ରଥମ ଦିନରେ ୧୬ ପର୍ଯ୍ୟଟକ <box>369 171 474 186</box>
story4-kicker: ଜଣେ ପ୍ରାର୍ଥୀଙ୍କ ଜାଗରଣରେ ଅଙ୍ଗୀକାର ନେଲେ <box>4 314 134 324</box>
story3-sub: ■ ଛାତ୍ରଛାତ୍ରୀଙ୍କୁ ଉପହାର ଓ ପୁରସ୍କାର ବିତରଣ <box>4 188 103 194</box>
anganwadi-children-photo <box>141 54 281 128</box>
bottom-mid-headline[interactable]: ବନାଞ୍ଚଳର ଉଦବେଗରେ 'ବଞ୍ଚ ପାଣି ଏବେ ଟି କବିତା' <box>183 565 315 573</box>
top-story-body: ଭୁବନେଶ୍ୱର,୧।୮(ସମ୍ବାଦ ବ୍ୟୁରୋ): ରାଜ୍ୟର ଅନେକ ଅଙ୍ଗନୱାଡ଼ି କେନ୍ଦ୍ରରେ ଶ୍ରେଣୀ ଗୃହ ନାହିଁ। ଫଳରେ ଶିଶୁମାନଙ୍କୁ ଖୋଲା ଆକାଶ ତଳେ କିମ୍ବା ଭଡ଼ା ଘରେ ପାଠ ପଢ଼ାଯାଉଛି। ଅନେକ କେନ୍ଦ୍ରରେ ସେବିକା ଓ ସହାୟିକା ପଦବୀ ଖାଲି ପଡ଼ିଛି। ପ୍ରାକ୍ ପ୍ରାଥମିକ ଶିକ୍ଷା ପାଇଁ ବାଟିକା ଆରମ୍ଭ ହୋଇଥିଲେ ବି ଭିତ୍ତିଭୂମି ଅଭାବରୁ ଶିଶୁଙ୍କ ପଢ଼ାପଢ଼ି ପ୍ରଭାବିତ ହେଉଛି। ଅଭିଭାବକମାନେ ଏଥିନେଇ ଚିନ୍ତା ପ୍ରକାଶ କରିଛନ୍ତି। <box>231 130 317 164</box>
party-meeting-photo <box>375 440 497 492</box>
bottom-right-body-cols <box>329 588 497 776</box>
right-top-sub: ■ ପର୍ଯ୍ୟଟକଙ୍କୁ ସ୍ୱାଗତ କଲେ ବନ ବିଭାଗ <box>369 188 455 194</box>
top-story-body: ଭୁବନେଶ୍ୱର,୧।୮(ସମ୍ବାଦ ବ୍ୟୁରୋ): ରାଜ୍ୟର ଅନେକ ଅଙ୍ଗନୱାଡ଼ି କେନ୍ଦ୍ରରେ ଶ୍ରେଣୀ ଗୃହ ନାହିଁ। ଫଳରେ ଶିଶୁମାନଙ୍କୁ ଖୋଲା ଆକାଶ ତଳେ କିମ୍ବା ଭଡ଼ା ଘରେ ପାଠ ପଢ଼ାଯାଉଛି। ଅନେକ କେନ୍ଦ୍ରରେ ସେବିକା ଓ ସହାୟିକା ପଦବୀ ଖାଲି ପଡ଼ିଛି। ପ୍ରାକ୍ ପ୍ରାଥମିକ ଶିକ୍ଷା ପାଇଁ ବାଟିକା ଆରମ୍ଭ ହୋଇଥିଲେ ବି ଭିତ୍ତିଭୂମି ଅଭାବରୁ ଶିଶୁଙ୍କ ପଢ଼ାପଢ଼ି ପ୍ରଭାବିତ ହେଉଛି। ଅଭିଭାବକମାନେ ଏଥିନେଇ ଚିନ୍ତା ପ୍ରକାଶ କରିଛନ୍ତି। <box>321 130 407 164</box>
seized-timber-photo <box>141 322 181 356</box>
middle-story-kicker: କୃଷି ବିଭାଗର ଅବହେଳାରୁ ସମବାୟ ସମିତିରେ ନାହିଁ ସାର ମହଜୁଦ <box>150 188 355 197</box>
page-header <box>0 0 500 20</box>
women-story-body-cols <box>160 432 370 556</box>
column-divider <box>366 172 367 314</box>
panchayat-body: ଭୁବନେଶ୍ୱର,୧।୮(ସମ୍ବାଦ ବ୍ୟୁରୋ): ସହରର ବିଭିନ୍ନ ସଡ଼କ ଓ ଡ୍ରେନ ମରାମତି ପାଇଁ ପାଞ୍ଚ ବର୍ଷିଆ ଯୋଜନା ପ୍ରସ୍ତୁତ କରାଯାଇଛି। ମହାନଗର ନିଗମ ଏଥିପାଇଁ ବିସ୍ତୃତ ପ୍ରକଳ୍ପ ରିପୋର୍ଟ ପ୍ରସ୍ତୁତ କରି ସରକାରଙ୍କୁ ପଠାଇଛି। ବର୍ଷା ଦିନେ ଜଳ ଜମିବା ସମସ୍ୟା ଦୂର କରିବା ପାଇଁ ନୂଆ ଡ୍ରେନ ନିର୍ମାଣ ହେବ। ପୁରୁଣା ସଡ଼କ ଗୁଡ଼ିକର ପୁନଃନିର୍ମାଣ ମଧ୍ୟ ଅନ୍ତର୍ଭୁକ୍ତ। ସ୍ଥାନୀୟ ବାସିନ୍ଦା ଏହି ପଦକ୍ଷେପକୁ ସ୍ୱାଗତ କରିଛନ୍ତି। <box>330 332 383 391</box>
middle-story-body: ଭୁବନେଶ୍ୱର,୧।୮(ସମ୍ବାଦ ବ୍ୟୁରୋ): ଖରିଫ ଚାଷ ଜୋର ଧରିଥିବା ବେଳେ ସାର ଅଭାବ ଚାଷୀଙ୍କୁ ହନ୍ତସନ୍ତ କରୁଛି। ସମବାୟ ସମିତିରେ ସାର ମହଜୁଦ ନଥିବାରୁ ଚାଷୀମାନେ ଘରୋଇ ଦୋକାନରୁ ବଢ଼ା ଦରରେ ସାର କିଣିବାକୁ ବାଧ୍ୟ ହେଉଛନ୍ତି। ୟୁରିଆ ଓ ଡିଏପି ସାର ବସ୍ତା ପିଛା ଅତିରିକ୍ତ ଟଙ୍କା ଆଦାୟ କରାଯାଉଛି ବୋଲି ଅଭିଯୋଗ ହୋଇଛି। କୃଷି ବିଭାଗ ତଦାରଖ ନକରିବାରୁ <box>252 260 306 309</box>
bottom-left-kicker: ସହରାଞ୍ଚଳ ଶିକ୍ଷାଳୟ ଅସୁବିଧାରେ ସମୃଦ୍ଧିତ <box>47 563 126 569</box>
right-mid-body: ଭୁବନେଶ୍ୱର,୧।୮(ସମ୍ବାଦ ବ୍ୟୁରୋ): ଆଗାମୀ କାର୍ଯ୍ୟକ୍ରମକୁ ନେଇ ଦଳର ସାଂଗଠନିକ ବୈଠକ ଅନୁଷ୍ଠିତ ହୋଇଛି। ଏଥିରେ ଜିଲ୍ଲା ସଭାପତି ଓ କର୍ମକର୍ତ୍ତାମାନେ ଯୋଗଦେଇଥିଲେ। ବୁଥ ସ୍ତରରେ ସଂଗଠନକୁ ମଜଭୁତ କରିବା ଉପରେ ଗୁରୁତ୍ୱ ଦିଆଯାଇଥିଲା। ସରକାରୀ ଯୋଜନାକୁ ଲୋକଙ୍କ ପାଖରେ ପହଞ୍ଚାଇବା ପାଇଁ ନେତାମାନେ କର୍ମୀଙ୍କୁ ଆହ୍ୱାନ କରିଥିଲେ। <box>375 494 497 513</box>
